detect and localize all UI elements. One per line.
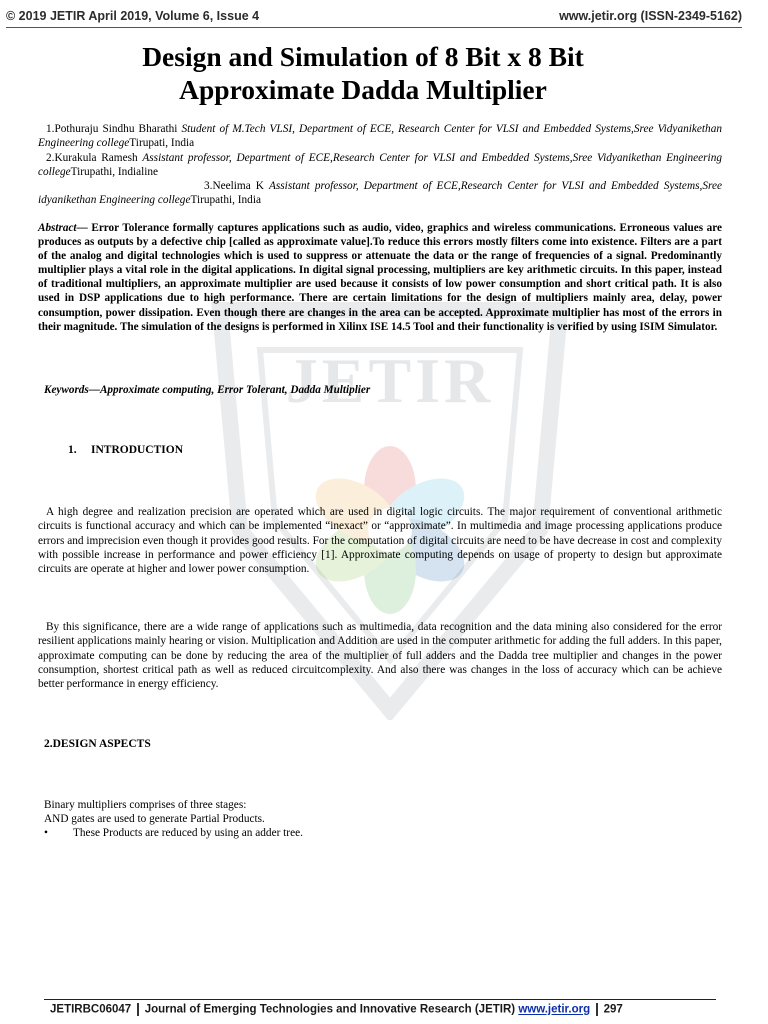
author-1 — [38, 122, 722, 151]
page-footer — [50, 1003, 623, 1016]
section-heading-design-aspects: 2.DESIGN ASPECTS — [44, 738, 151, 750]
bullet-icon: • — [44, 827, 48, 839]
footer-paper-id: JETIRBC06047 — [50, 1003, 132, 1016]
title-line-2: Approximate Dadda Multiplier — [179, 74, 547, 105]
intro-paragraph-1: A high degree and realization precision are operated which are used in digital logic circuits. The major requirement of conventional arithmetic circuits is functional accuracy and which can be implemented “inexact” or “approximate”. In multimedia and image processing applications produce errors and imprecision even though it provides good results. For the computation of digital circuits are need to be have decrease in cost and complexity with possible increase in performance and power efficiency [1]. Approximate computing depends on usage of property to design but approximate circuits are operate at higher and lower power consumption. — [38, 506, 722, 576]
author-2-location: Tirupathi, Indialine — [70, 165, 159, 178]
journal-issue-header: © 2019 JETIR April 2019, Volume 6, Issue 4 — [6, 9, 260, 23]
section-title: INTRODUCTION — [91, 444, 184, 456]
footer-divider — [44, 999, 716, 1000]
abstract-dash: — — [76, 222, 92, 234]
footer-website-link[interactable]: www.jetir.org — [518, 1003, 591, 1016]
author-2-name: 2.Kurakula Ramesh — [46, 151, 143, 164]
bullet-text: These Products are reduced by using an adder tree. — [73, 827, 303, 839]
title-line-1: Design and Simulation of 8 Bit x 8 Bit — [142, 41, 584, 72]
watermark-text: JETIR — [285, 345, 495, 416]
journal-website-header: www.jetir.org (ISSN-2349-5162) — [559, 9, 742, 23]
keywords: Keywords—Approximate computing, Error Tolerant, Dadda Multiplier — [44, 384, 371, 396]
footer-journal-name: Journal of Emerging Technologies and Innovative Research (JETIR) — [144, 1003, 516, 1016]
author-1-location: Tirupati, India — [129, 137, 195, 150]
paper-title — [40, 40, 686, 106]
abstract-text: Error Tolerance formally captures applications such as audio, video, graphics and wireless communications. Erroneous values are produces as outputs by a defective chip [called as approximate value].To reduce this errors mostly filters come into existence. Filters are a part of the analog and digital technologies which is used to suppress or attenuate the data or the range of frequencies of a signal. Predominantly multiplier plays a vital role in the digital applications. In digital signal processing, multipliers are key arithmetic circuits. In this paper, instead of traditional multipliers, an approximate multiplier are used because it consists of low power consumption and short critical path. It is also used in DSP applications due to high performance. There are certain limitations for the design of multipliers mainly area, delay, power consumption, power dissipation. Even though there are changes in the area can be accepted. Approximate multiplier has most of the errors in their magnitude. The simulation of the designs is performed in Xilinx ISE 14.5 Tool and their functionality is verified by using ISIM Simulator. — [38, 222, 723, 333]
author-1-name: 1.Pothuraju Sindhu Bharathi — [46, 123, 182, 135]
footer-page-number: 297 — [603, 1003, 623, 1016]
intro-paragraph-2: By this significance, there are a wide range of applications such as multimedia, data recognition and the data mining also considered for the error resilient applications mainly hearing or vision. Multiplication and Addition are used in the computer arithmetic for adding the full adders. In this paper, approximate computing can be done by reducing the area of the multiplier of full adders and the Dadda tree multiplier and changes in the power consumption, shortest critical path as well as reduced circuitcomplexity. And also there was changes in the loss of accuracy which can be achieve better performance in energy efficiency. — [38, 621, 722, 691]
author-3-name: 3.Neelima K — [204, 180, 269, 193]
design-bullet-item — [44, 827, 303, 839]
footer-separator — [596, 1003, 598, 1016]
section-number: 1. — [68, 444, 77, 456]
author-1-affiliation: Student of M.Tech VLSI, Department of ECE, Research Center for VLSI and Embedded Systems,Sree Vidyanikethan Engineering college — [38, 123, 722, 150]
abstract — [38, 221, 722, 334]
footer-separator — [137, 1003, 139, 1016]
author-list — [38, 122, 722, 208]
design-line-2: AND gates are used to generate Partial Products. — [44, 813, 265, 825]
abstract-label: Abstract — [38, 222, 77, 234]
author-3 — [38, 179, 722, 208]
design-line-1: Binary multipliers comprises of three stages: — [44, 799, 247, 811]
author-2-affiliation: Assistant professor, Department of ECE,Research Center for VLSI and Embedded Systems,Sree Vidyanikethan Engineering college — [38, 151, 722, 178]
author-3-location: Tirupathi, India — [190, 194, 261, 207]
author-3-affiliation: Assistant professor, Department of ECE,Research Center for VLSI and Embedded Systems,Sree idyanikethan Engineering college — [38, 180, 722, 207]
author-2 — [38, 151, 722, 180]
section-heading-introduction — [68, 444, 183, 456]
header-divider — [6, 27, 742, 28]
